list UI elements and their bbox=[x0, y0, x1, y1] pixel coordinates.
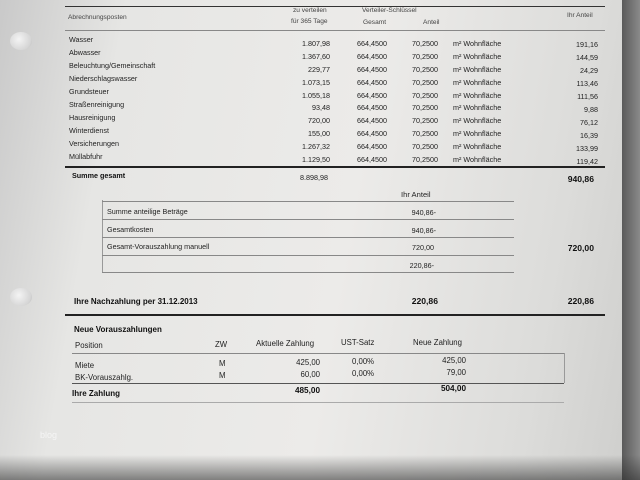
row-anteil: 70,2500 bbox=[412, 155, 438, 164]
row-share: 119,42 bbox=[576, 157, 598, 166]
block-left-rule bbox=[102, 200, 103, 272]
row-gesamt: 664,4500 bbox=[357, 39, 387, 48]
nachzahlung-right-value: 220,86 bbox=[567, 296, 594, 306]
row-amount: 1.367,60 bbox=[302, 52, 330, 61]
row-name: Niederschlagswasser bbox=[69, 74, 138, 83]
shadow-overlay bbox=[0, 455, 640, 480]
header-verteilen: zu verteilen bbox=[293, 7, 327, 14]
row-amount: 93,48 bbox=[312, 103, 330, 112]
row-unit: m² Wohnfläche bbox=[453, 78, 502, 87]
row-gesamt: 664,4500 bbox=[357, 116, 387, 125]
summe-amount: 8.898,98 bbox=[300, 173, 328, 182]
row-name: Versicherungen bbox=[69, 139, 119, 148]
vz-bottom-rule bbox=[72, 402, 564, 403]
summe-label: Summe gesamt bbox=[72, 171, 126, 180]
watermark-text: blog bbox=[40, 430, 58, 440]
row-gesamt: 664,4500 bbox=[357, 129, 387, 138]
row-amount: 1.267,32 bbox=[302, 142, 330, 151]
row-unit: m² Wohnfläche bbox=[453, 91, 502, 100]
row-unit: m² Wohnfläche bbox=[453, 129, 502, 138]
row-name: Straßenreinigung bbox=[69, 100, 125, 109]
block-line-value: 940,86- bbox=[411, 208, 436, 217]
block-line-label: Gesamt-Vorauszahlung manuell bbox=[107, 242, 210, 251]
header-anteil: Anteil bbox=[423, 19, 440, 26]
vz-zw: M bbox=[219, 359, 226, 368]
block-right-value: 720,00 bbox=[567, 243, 594, 253]
col-zw: ZW bbox=[215, 340, 228, 349]
block-line-value: 720,00 bbox=[412, 243, 434, 252]
punch-hole bbox=[10, 32, 32, 50]
row-gesamt: 664,4500 bbox=[357, 78, 387, 87]
block-rule bbox=[102, 237, 514, 238]
row-unit: m² Wohnfläche bbox=[453, 52, 502, 61]
row-gesamt: 664,4500 bbox=[357, 155, 387, 164]
row-unit: m² Wohnfläche bbox=[453, 155, 502, 164]
nachzahlung-value: 220,86 bbox=[411, 296, 438, 306]
row-name: Abwasser bbox=[69, 48, 101, 57]
vz-header-rule bbox=[72, 353, 564, 354]
row-unit: m² Wohnfläche bbox=[453, 116, 502, 125]
row-share: 76,12 bbox=[580, 118, 598, 127]
col-neu: Neue Zahlung bbox=[413, 338, 462, 347]
row-gesamt: 664,4500 bbox=[357, 65, 387, 74]
row-name: Beleuchtung/Gemeinschaft bbox=[69, 61, 156, 70]
vz-total-aktuell: 485,00 bbox=[294, 386, 320, 395]
nachzahlung-label: Ihre Nachzahlung per 31.12.2013 bbox=[74, 297, 198, 306]
row-name: Grundsteuer bbox=[69, 87, 109, 96]
vz-zw: M bbox=[219, 371, 226, 380]
vz-neu: 79,00 bbox=[446, 368, 466, 377]
row-name: Wasser bbox=[69, 35, 94, 44]
row-anteil: 70,2500 bbox=[412, 39, 438, 48]
block-line-label: Gesamtkosten bbox=[107, 225, 154, 234]
row-share: 133,99 bbox=[576, 144, 598, 153]
row-name: Winterdienst bbox=[69, 126, 109, 135]
row-unit: m² Wohnfläche bbox=[453, 103, 502, 112]
row-gesamt: 664,4500 bbox=[357, 91, 387, 100]
row-share: 144,59 bbox=[576, 53, 598, 62]
block-line-value: 220,86- bbox=[409, 261, 434, 270]
row-unit: m² Wohnfläche bbox=[453, 142, 502, 151]
vz-right-rule bbox=[564, 353, 565, 383]
row-share: 191,16 bbox=[576, 40, 598, 49]
row-share: 9,88 bbox=[584, 105, 598, 114]
row-amount: 155,00 bbox=[308, 129, 330, 138]
vz-ust: 0,00% bbox=[352, 357, 375, 366]
block-rule bbox=[102, 255, 514, 256]
row-name: Hausreinigung bbox=[69, 113, 116, 122]
row-anteil: 70,2500 bbox=[412, 103, 438, 112]
header-posten: Abrechnungsposten bbox=[68, 14, 127, 21]
header-schluessel: Verteiler-Schlüssel bbox=[362, 7, 417, 14]
row-share: 24,29 bbox=[580, 66, 598, 75]
col-ust: UST-Satz bbox=[341, 338, 375, 347]
header-verteilen-sub: für 365 Tage bbox=[291, 18, 328, 25]
sum-rule bbox=[65, 166, 605, 168]
row-anteil: 70,2500 bbox=[412, 129, 438, 138]
row-amount: 1.129,50 bbox=[302, 155, 330, 164]
nachzahlung-rule bbox=[65, 314, 605, 316]
row-unit: m² Wohnfläche bbox=[453, 39, 502, 48]
vz-total-neu: 504,00 bbox=[440, 384, 466, 393]
row-unit: m² Wohnfläche bbox=[453, 65, 502, 74]
top-rule bbox=[65, 6, 605, 7]
vz-position: Miete bbox=[75, 361, 95, 370]
row-anteil: 70,2500 bbox=[412, 65, 438, 74]
punch-hole bbox=[10, 288, 32, 306]
row-anteil: 70,2500 bbox=[412, 116, 438, 125]
row-share: 16,39 bbox=[580, 131, 598, 140]
vz-total-rule bbox=[72, 383, 564, 384]
block-line-value: 940,86- bbox=[411, 226, 436, 235]
row-name: Müllabfuhr bbox=[69, 152, 103, 161]
block-rule bbox=[102, 219, 514, 220]
row-gesamt: 664,4500 bbox=[357, 142, 387, 151]
ihr-anteil-heading: Ihr Anteil bbox=[401, 190, 431, 199]
vz-total-label: Ihre Zahlung bbox=[72, 389, 120, 398]
header-ihr-anteil: Ihr Anteil bbox=[567, 12, 593, 19]
block-line-label: Summe anteilige Beträge bbox=[107, 207, 188, 216]
vz-neu: 425,00 bbox=[442, 356, 466, 365]
col-position: Position bbox=[75, 341, 103, 350]
row-anteil: 70,2500 bbox=[412, 91, 438, 100]
row-anteil: 70,2500 bbox=[412, 78, 438, 87]
row-amount: 1.055,18 bbox=[302, 91, 330, 100]
row-anteil: 70,2500 bbox=[412, 142, 438, 151]
row-share: 111,56 bbox=[577, 92, 598, 101]
row-gesamt: 664,4500 bbox=[357, 103, 387, 112]
header-rule bbox=[65, 30, 605, 31]
block-rule bbox=[102, 272, 514, 273]
row-amount: 229,77 bbox=[308, 65, 330, 74]
vorauszahlungen-title: Neue Vorauszahlungen bbox=[74, 325, 162, 334]
row-anteil: 70,2500 bbox=[412, 52, 438, 61]
block-rule bbox=[102, 201, 514, 202]
summe-share: 940,86 bbox=[567, 174, 594, 184]
header-gesamt: Gesamt bbox=[363, 19, 387, 26]
background-edge bbox=[622, 0, 640, 480]
row-share: 113,46 bbox=[576, 79, 598, 88]
vz-aktuell: 60,00 bbox=[300, 370, 320, 379]
row-amount: 1.073,15 bbox=[302, 78, 330, 87]
col-aktuell: Aktuelle Zahlung bbox=[256, 339, 315, 348]
vz-ust: 0,00% bbox=[352, 369, 375, 378]
row-amount: 720,00 bbox=[308, 116, 330, 125]
vz-aktuell: 425,00 bbox=[296, 358, 320, 367]
row-gesamt: 664,4500 bbox=[357, 52, 387, 61]
row-amount: 1.807,98 bbox=[302, 39, 330, 48]
vz-position: BK-Vorauszahlg. bbox=[75, 373, 134, 382]
